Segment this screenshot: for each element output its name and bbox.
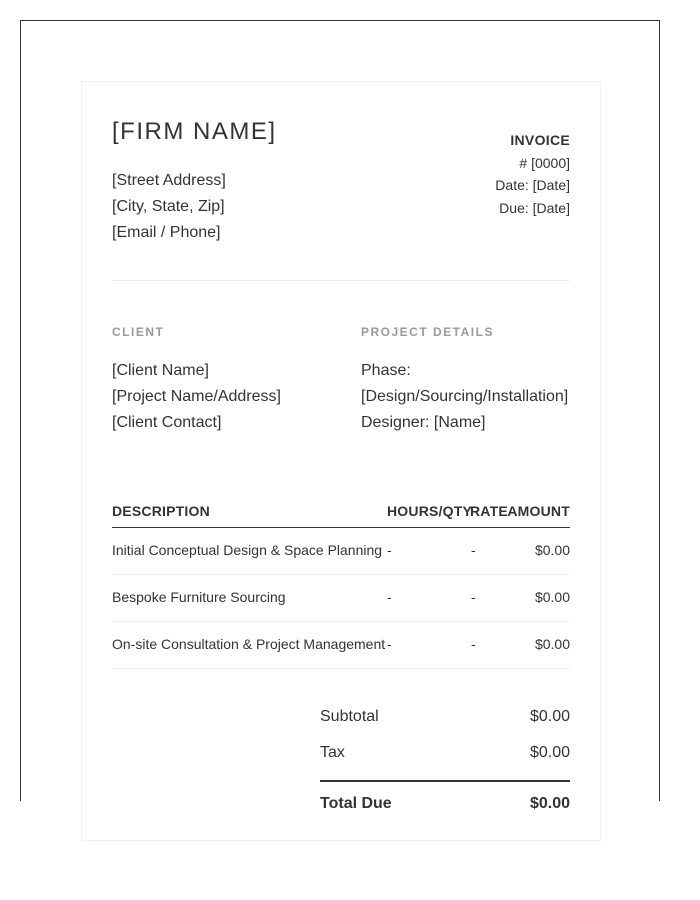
project-phase-options: [Design/Sourcing/Installation]: [361, 388, 569, 405]
firm-address: [112, 168, 226, 246]
client-label: CLIENT: [112, 325, 165, 339]
row-description: Initial Conceptual Design & Space Planning: [112, 542, 383, 558]
total-due-label: Total Due: [320, 795, 392, 812]
firm-name: [FIRM NAME]: [112, 118, 277, 145]
client-project-address: [Project Name/Address]: [112, 388, 281, 405]
header-amount: AMOUNT: [507, 503, 570, 519]
firm-city-state-zip: [City, State, Zip]: [112, 198, 225, 215]
invoice-title: INVOICE: [510, 132, 570, 148]
page-frame: [20, 20, 660, 812]
header-hours-qty: HOURS/QTY: [387, 503, 473, 519]
total-due-value: $0.00: [529, 795, 570, 812]
row-hours-qty: -: [387, 589, 392, 605]
table-row: [112, 575, 570, 622]
project-details: [361, 358, 568, 436]
tax-value: $0.00: [529, 744, 570, 761]
client-name: [Client Name]: [112, 362, 209, 379]
header-divider: [112, 280, 570, 281]
row-description: Bespoke Furniture Sourcing: [112, 589, 286, 605]
invoice-meta: [495, 129, 570, 219]
totals-rule: [320, 780, 570, 782]
row-hours-qty: -: [387, 636, 392, 652]
row-description: On-site Consultation & Project Management: [112, 636, 386, 652]
invoice-due-date: Due: [Date]: [499, 199, 570, 216]
client-details: [112, 358, 281, 436]
firm-email-phone: [Email / Phone]: [112, 224, 221, 241]
row-rate: -: [471, 542, 476, 558]
subtotal-value: $0.00: [529, 708, 570, 725]
row-rate: -: [471, 636, 476, 652]
subtotal-label: Subtotal: [320, 708, 379, 725]
project-details-label: PROJECT DETAILS: [361, 325, 494, 339]
invoice-sheet: [81, 81, 601, 841]
row-amount: $0.00: [534, 589, 570, 605]
table-row: [112, 622, 570, 669]
project-designer: Designer: [Name]: [361, 414, 486, 431]
row-rate: -: [471, 589, 476, 605]
firm-street: [Street Address]: [112, 172, 226, 189]
table-row: [112, 528, 570, 575]
invoice-date: Date: [Date]: [495, 177, 570, 193]
invoice-number: # [0000]: [519, 154, 570, 171]
line-items-header: [112, 500, 570, 528]
row-amount: $0.00: [534, 542, 570, 558]
header-rate: RATE: [470, 503, 508, 519]
client-contact: [Client Contact]: [112, 414, 222, 431]
row-hours-qty: -: [387, 542, 392, 558]
project-phase: Phase:: [361, 362, 411, 379]
tax-label: Tax: [320, 744, 345, 761]
header-description: DESCRIPTION: [112, 503, 210, 519]
row-amount: $0.00: [534, 636, 570, 652]
